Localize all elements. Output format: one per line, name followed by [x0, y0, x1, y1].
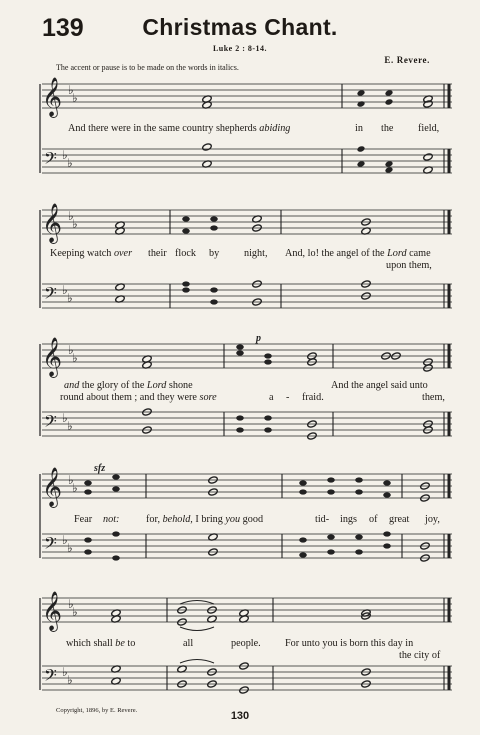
lyric-word: them,: [422, 392, 445, 403]
lyric-word: tid-: [315, 514, 330, 525]
treble-clef-icon: 𝄞: [42, 591, 63, 631]
svg-text:♭: ♭: [72, 351, 78, 365]
lyric-word: by: [209, 248, 220, 259]
lyric-line-2b: And, lo! the angel of the Lord came: [285, 248, 431, 259]
lyric-word: For unto you is born this day in: [285, 638, 414, 649]
treble-staff-2: [42, 210, 452, 234]
lyric-word: upon them,: [386, 260, 432, 271]
bass-clef-icon: 𝄢: [44, 283, 57, 307]
lyric-word: fraid.: [302, 392, 324, 403]
svg-text:♭: ♭: [72, 91, 78, 105]
lyric-word: night,: [244, 248, 268, 259]
svg-text:♭: ♭: [72, 481, 78, 495]
lyric-word: all: [183, 638, 194, 649]
system-4: [40, 463, 452, 562]
performance-note: The accent or pause is to be made on the words in italics.: [56, 63, 239, 72]
lyric-line-2: Keeping watch over: [50, 248, 133, 259]
dynamic-sforzando: sfz: [94, 463, 106, 474]
lyric-word: -: [286, 392, 290, 403]
lyric-line-3: and the glory of the Lord shone: [64, 380, 193, 391]
svg-text:♭: ♭: [62, 148, 68, 162]
composer-credit: E. Revere.: [384, 55, 430, 65]
lyric-line-3b: round about them ; and they were sore: [60, 392, 217, 403]
svg-text:♭: ♭: [62, 533, 68, 547]
lyric-word: field,: [418, 123, 440, 134]
svg-text:♭: ♭: [62, 665, 68, 679]
lyric-word: their: [148, 248, 167, 259]
lyric-word: Fear: [74, 514, 93, 525]
treble-clef-icon: 𝄞: [42, 77, 63, 117]
treble-clef-icon: 𝄞: [42, 467, 63, 507]
lyric-word: the city of: [399, 650, 441, 661]
lyric-word: ings: [340, 514, 357, 525]
svg-text:♭: ♭: [68, 209, 74, 223]
bass-clef-icon: 𝄢: [44, 148, 57, 172]
lyric-line-1: And there were in the same country shepherds abiding: [68, 123, 291, 134]
svg-text:♭: ♭: [62, 411, 68, 425]
page-number: 130: [230, 710, 250, 722]
hymn-number: 139: [42, 14, 84, 42]
svg-text:♭: ♭: [67, 541, 73, 555]
lyric-word: of: [369, 514, 378, 525]
treble-clef-icon: 𝄞: [42, 337, 63, 377]
lyric-word: joy,: [425, 514, 440, 525]
lyric-line-5: which shall be to: [66, 638, 136, 649]
bass-staff-3: [42, 412, 452, 436]
dynamic-piano: p: [256, 333, 261, 344]
lyric-word: people.: [231, 638, 261, 649]
lyric-word: a: [269, 392, 274, 403]
svg-text:♭: ♭: [67, 419, 73, 433]
svg-text:♭: ♭: [67, 673, 73, 687]
svg-text:♭: ♭: [68, 597, 74, 611]
svg-text:♭: ♭: [68, 83, 74, 97]
copyright-notice: Copyright, 1896, by E. Revere.: [56, 707, 138, 714]
svg-text:♭: ♭: [72, 605, 78, 619]
svg-text:♭: ♭: [67, 291, 73, 305]
svg-text:♭: ♭: [68, 473, 74, 487]
lyric-word-italic: not:: [103, 514, 120, 525]
svg-text:♭: ♭: [72, 217, 78, 231]
lyric-word: And the angel said unto: [331, 380, 428, 391]
treble-clef-icon: 𝄞: [42, 203, 63, 243]
lyric-word: flock: [175, 248, 196, 259]
svg-text:♭: ♭: [67, 156, 73, 170]
scripture-reference: Luke 2 : 8-14.: [212, 44, 268, 53]
lyric-word: in: [355, 123, 363, 134]
bass-staff-2: [42, 284, 452, 308]
lyric-word: the: [381, 123, 394, 134]
treble-staff-1: [42, 84, 452, 108]
bass-clef-icon: 𝄢: [44, 665, 57, 689]
hymn-title: Christmas Chant.: [142, 14, 338, 40]
lyric-line-4: for, behold, I bring you good: [146, 514, 264, 525]
bass-clef-icon: 𝄢: [44, 411, 57, 435]
lyric-word: great: [389, 514, 410, 525]
svg-text:♭: ♭: [68, 343, 74, 357]
bass-clef-icon: 𝄢: [44, 533, 57, 557]
svg-text:♭: ♭: [62, 283, 68, 297]
